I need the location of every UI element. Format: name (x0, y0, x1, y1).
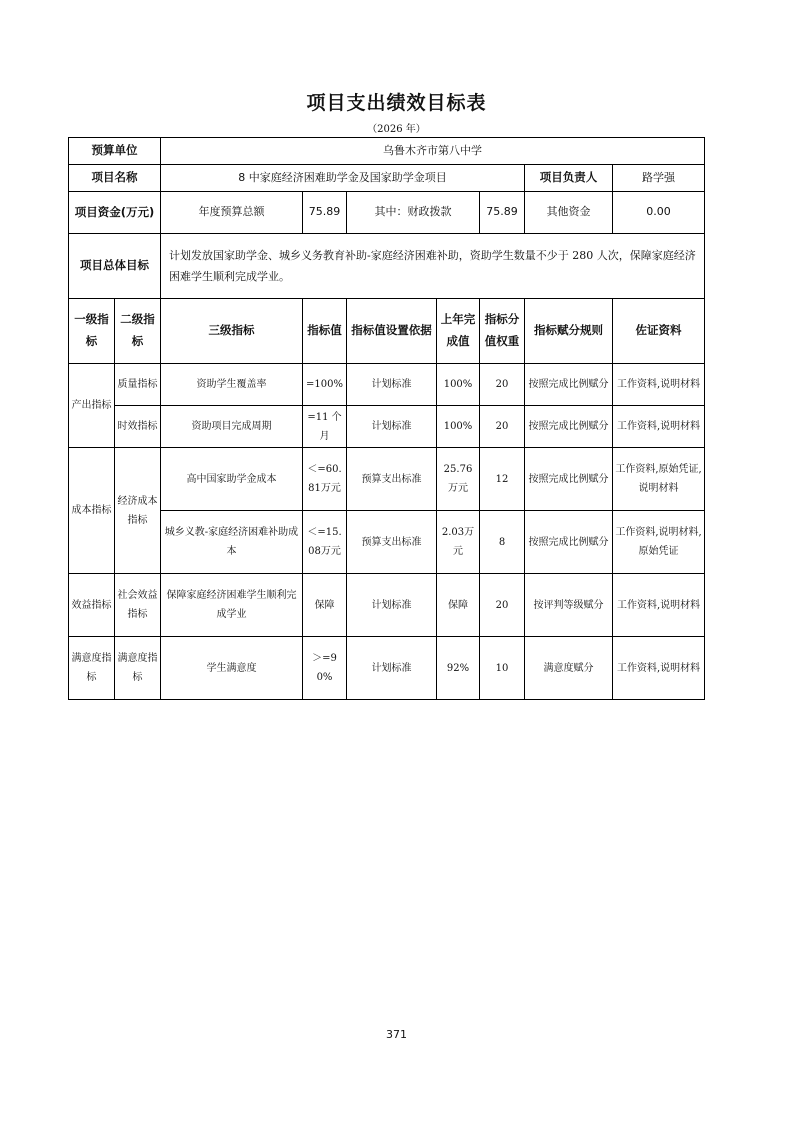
table-row (69, 364, 705, 406)
performance-table (68, 137, 705, 700)
goal-text: 计划发放国家助学金、城乡义务教育补助-家庭经济困难补助，资助学生数量不少于 280 人次，保障家庭经济困难学生顺利完成学业。 (161, 234, 705, 299)
row-weight: 8 (480, 511, 525, 574)
row-rule: 按照完成比例赋分 (525, 448, 613, 511)
fiscal-value: 75.89 (480, 192, 525, 234)
row-evidence: 工作资料,原始凭证,说明材料 (613, 448, 705, 511)
header-value: 指标值 (303, 299, 347, 364)
table-row (69, 406, 705, 448)
row-rule: 按照完成比例赋分 (525, 364, 613, 406)
row-l2: 时效指标 (115, 406, 161, 448)
group-benefit: 效益指标 (69, 574, 115, 637)
header-l1: 一级指标 (69, 299, 115, 364)
fiscal-label: 其中：财政拨款 (347, 192, 480, 234)
header-basis: 指标值设置依据 (347, 299, 437, 364)
row-l2: 社会效益指标 (115, 574, 161, 637)
row-value: =11 个月 (303, 406, 347, 448)
row-weight: 20 (480, 574, 525, 637)
row-l2: 质量指标 (115, 364, 161, 406)
row-last: 92% (437, 637, 480, 700)
funds-label: 项目资金(万元) (69, 192, 161, 234)
header-weight: 指标分值权重 (480, 299, 525, 364)
row-weight: 20 (480, 364, 525, 406)
row-value: ＜=15.08万元 (303, 511, 347, 574)
row-basis: 计划标准 (347, 574, 437, 637)
row-rule: 满意度赋分 (525, 637, 613, 700)
year-label: （2026 年） (367, 124, 426, 135)
unit-label: 预算单位 (69, 138, 161, 165)
row-l2: 经济成本指标 (115, 448, 161, 574)
annual-budget-label: 年度预算总额 (161, 192, 303, 234)
row-evidence: 工作资料,说明材料 (613, 637, 705, 700)
group-cost: 成本指标 (69, 448, 115, 574)
row-l3: 高中国家助学金成本 (161, 448, 303, 511)
row-rule: 按评判等级赋分 (525, 574, 613, 637)
row-basis: 预算支出标准 (347, 448, 437, 511)
table-row (69, 574, 705, 637)
row-rule: 按照完成比例赋分 (525, 511, 613, 574)
row-weight: 12 (480, 448, 525, 511)
project-value: 8 中家庭经济困难助学金及国家助学金项目 (161, 165, 525, 192)
row-evidence: 工作资料,说明材料,原始凭证 (613, 511, 705, 574)
row-l3: 资助项目完成周期 (161, 406, 303, 448)
row-basis: 计划标准 (347, 364, 437, 406)
row-rule: 按照完成比例赋分 (525, 406, 613, 448)
row-last: 100% (437, 364, 480, 406)
row-l3: 保障家庭经济困难学生顺利完成学业 (161, 574, 303, 637)
row-l3: 资助学生覆盖率 (161, 364, 303, 406)
row-value: ＞=90% (303, 637, 347, 700)
page-title: 项目支出绩效目标表 (306, 92, 487, 114)
group-satisfaction: 满意度指标 (69, 637, 115, 700)
unit-value: 乌鲁木齐市第八中学 (161, 138, 705, 165)
page-number: 371 (386, 1028, 407, 1041)
header-l2: 二级指标 (115, 299, 161, 364)
row-last: 2.03万元 (437, 511, 480, 574)
owner-value: 路学强 (613, 165, 705, 192)
table-row (69, 448, 705, 511)
row-basis: 计划标准 (347, 406, 437, 448)
row-last: 保障 (437, 574, 480, 637)
table-row (69, 637, 705, 700)
header-evidence: 佐证资料 (613, 299, 705, 364)
row-weight: 20 (480, 406, 525, 448)
row-value: ＜=60.81万元 (303, 448, 347, 511)
header-last: 上年完成值 (437, 299, 480, 364)
row-basis: 计划标准 (347, 637, 437, 700)
header-rule: 指标赋分规则 (525, 299, 613, 364)
row-last: 100% (437, 406, 480, 448)
row-evidence: 工作资料,说明材料 (613, 364, 705, 406)
other-funds-label: 其他资金 (525, 192, 613, 234)
row-value: =100% (303, 364, 347, 406)
row-evidence: 工作资料,说明材料 (613, 406, 705, 448)
row-basis: 预算支出标准 (347, 511, 437, 574)
goal-label: 项目总体目标 (69, 234, 161, 299)
row-l2: 满意度指标 (115, 637, 161, 700)
row-l3: 城乡义教-家庭经济困难补助成本 (161, 511, 303, 574)
project-label: 项目名称 (69, 165, 161, 192)
row-evidence: 工作资料,说明材料 (613, 574, 705, 637)
row-last: 25.76万元 (437, 448, 480, 511)
row-value: 保障 (303, 574, 347, 637)
group-output: 产出指标 (69, 364, 115, 448)
header-l3: 三级指标 (161, 299, 303, 364)
table-row (69, 511, 705, 574)
owner-label: 项目负责人 (525, 165, 613, 192)
row-weight: 10 (480, 637, 525, 700)
row-l3: 学生满意度 (161, 637, 303, 700)
other-funds-value: 0.00 (613, 192, 705, 234)
annual-budget-value: 75.89 (303, 192, 347, 234)
